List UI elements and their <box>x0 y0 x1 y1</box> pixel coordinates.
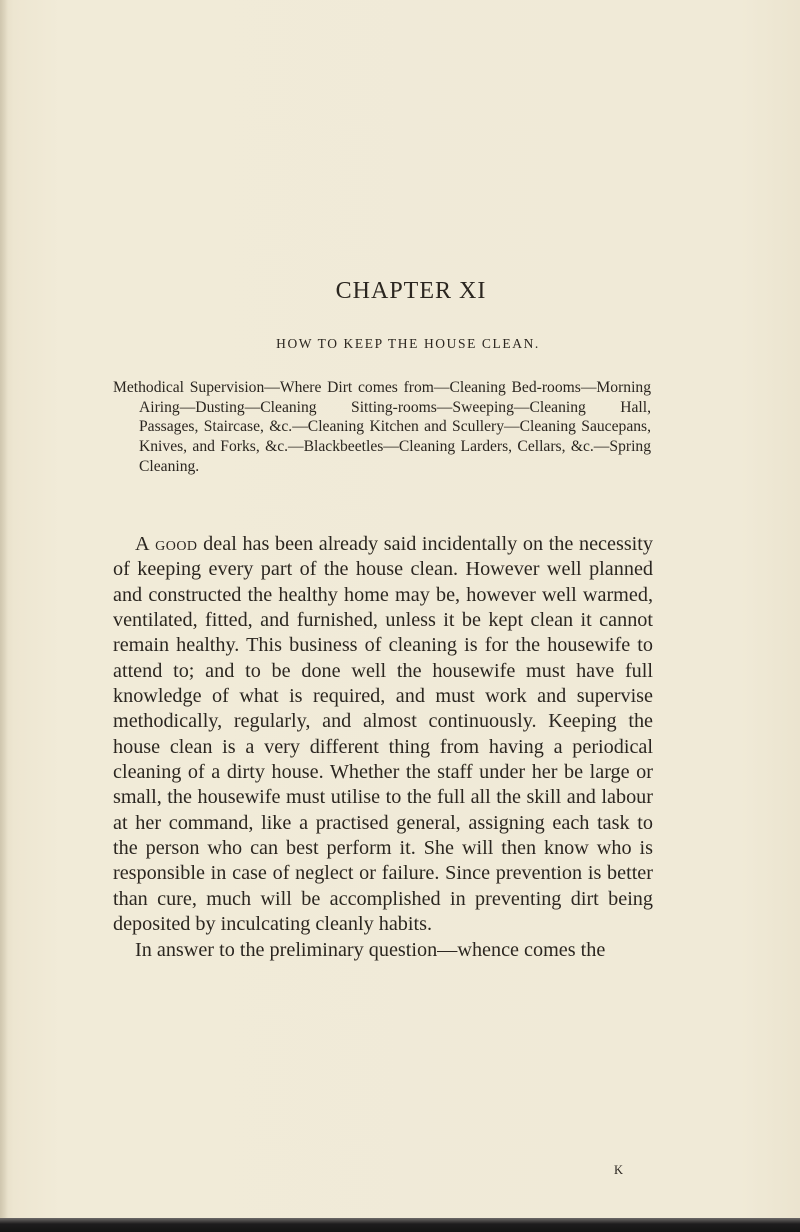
paragraph-1 <box>113 532 653 938</box>
paragraph-2: In answer to the preliminary question—whence comes the <box>135 938 606 961</box>
chapter-heading: CHAPTER XI <box>335 278 487 304</box>
paragraph-1-text: deal has been already said incidentally on the necessity of keeping every part of the house clean. However well planned and constructed the healthy home may be, however well warmed, ventilated, fitted, and furnished, unless it be kept clean it cannot remain healthy. This business of cleaning is for the housewife to attend to; and to be done well the housewife must have full knowledge of what is required, and must work and supervise methodically, regularly, and almost continuously. Keeping the house clean is a very different thing from having a periodical cleaning of a dirty house. Whether the staff under her be large or small, the housewife must utilise to the full all the skill and labour at her command, like a practised general, assigning each task to the person who can best perform it. She will then know who is responsible in case of neglect or failure. Since prevention is better than cure, much will be accomplished in preventing dirt being deposited by inculcating cleanly habits. <box>113 533 653 936</box>
chapter-subtitle: HOW TO KEEP THE HOUSE CLEAN. <box>276 336 540 351</box>
body-text <box>113 532 653 963</box>
paragraph-1-lead: A good <box>135 533 198 555</box>
page-gutter-shadow <box>0 0 8 1232</box>
signature-mark: K <box>614 1163 625 1177</box>
chapter-synopsis: Methodical Supervision—Where Dirt comes from—Cleaning Bed-rooms—Morning Airing—Dusting—Cleaning Sitting-rooms—Sweeping—Cleaning Hall, Passages, Staircase, &c.—Cleaning Kitchen and Scullery—Cleaning Saucepans, Knives, and Forks, &c.—Blackbeetles—Cleaning Larders, Cellars, &c.—Spring Cleaning. <box>113 379 651 475</box>
page-bottom-edge <box>0 1218 800 1232</box>
